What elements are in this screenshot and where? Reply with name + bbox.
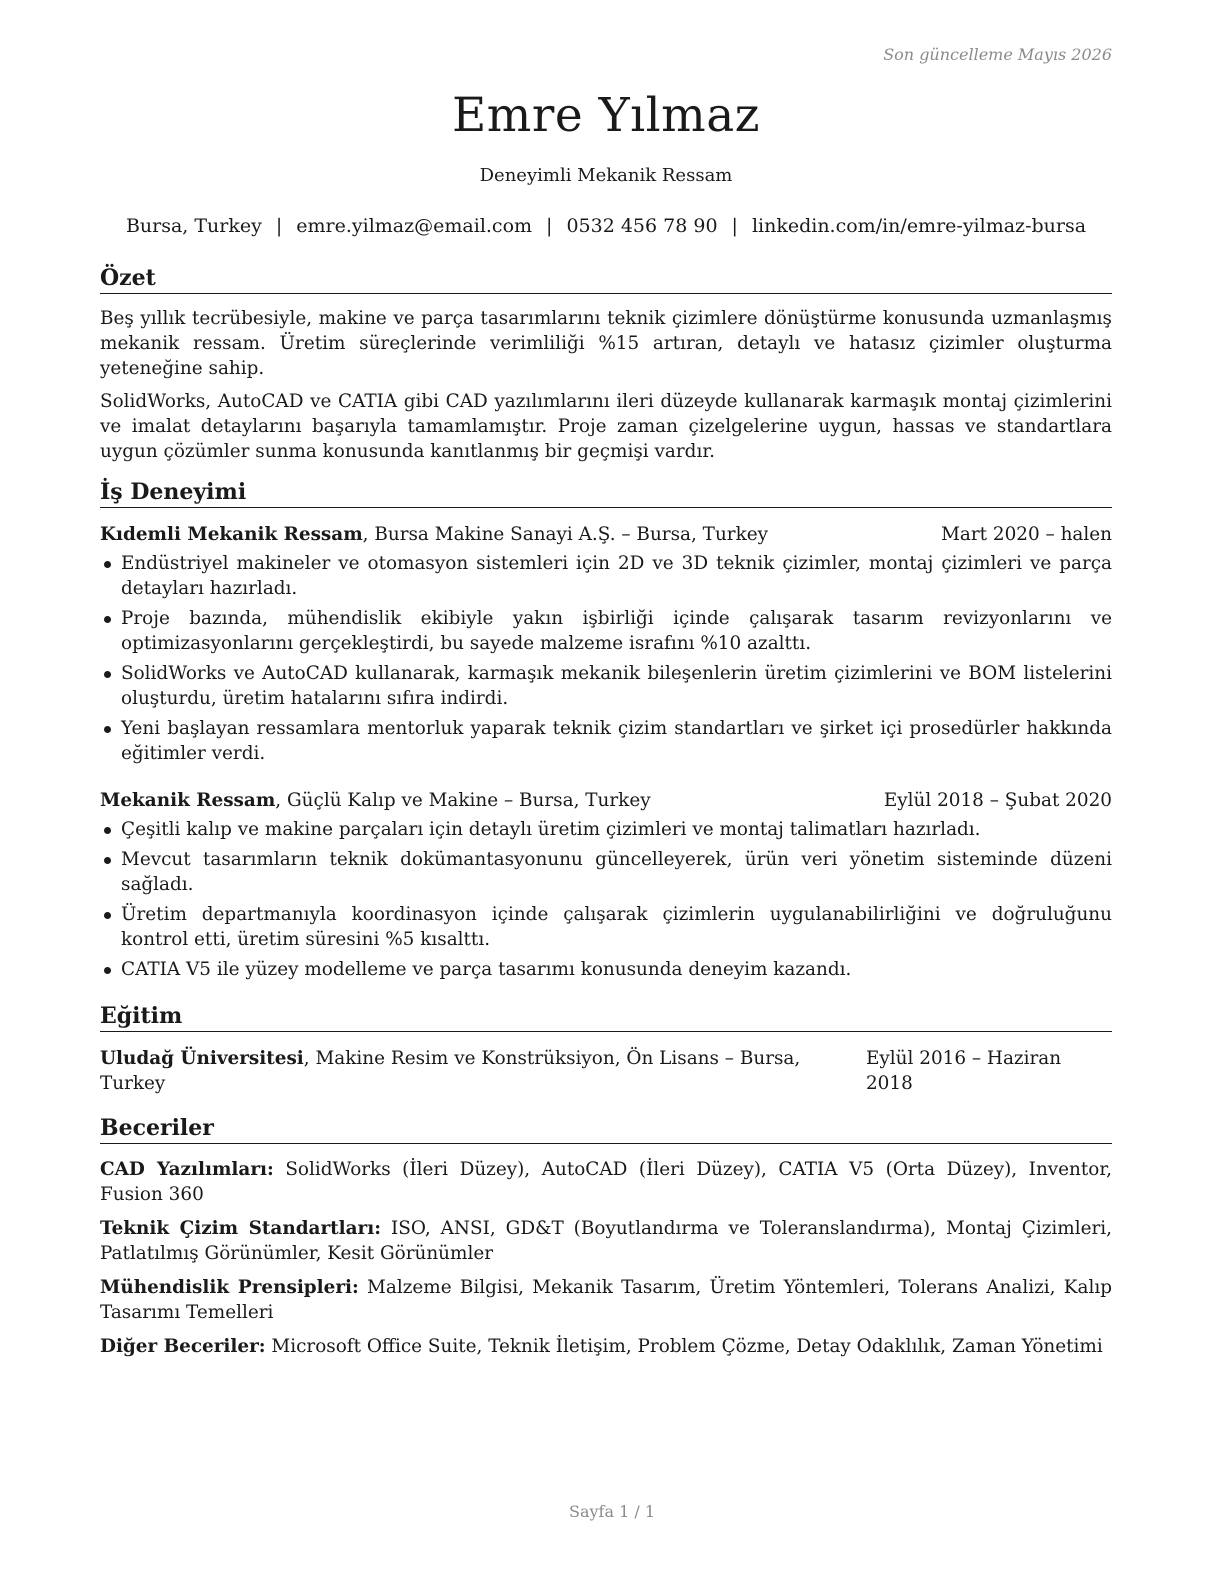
job-bullet: Proje bazında, mühendislik ekibiyle yakın işbirliği içinde çalışarak tasarım revizyonlarını ve optimizasyonlarını gerçekleştirdi, bu sayede malzeme israfını %10 azalttı. (100, 606, 1112, 656)
skill-group (100, 1216, 1112, 1266)
education-entry (100, 1046, 1112, 1096)
skill-label: CAD Yazılımları: (100, 1159, 274, 1180)
summary-paragraph: SolidWorks, AutoCAD ve CATIA gibi CAD yazılımlarını ileri düzeyde kullanarak karmaşık montaj çizimlerini ve imalat detaylarını başarıyla tamamlamıştır. Proje zaman çizelgelerine uygun, hassas ve standartlara uygun çözümler sunma konusunda kanıtlanmış bir geçmişi vardır. (100, 391, 1112, 462)
summary-section (100, 264, 1112, 464)
job-company: , Bursa Makine Sanayi A.Ş. – Bursa, Turkey (362, 524, 768, 545)
contact-separator: | (731, 215, 738, 237)
job-bullet: Çeşitli kalıp ve makine parçaları için detaylı üretim çizimleri ve montaj talimatları hazırladı. (100, 817, 1112, 842)
job-bullet: Yeni başlayan ressamlara mentorluk yaparak teknik çizim standartları ve şirket içi prosedürler hakkında eğitimler verdi. (100, 716, 1112, 766)
skill-label: Diğer Beceriler: (100, 1336, 266, 1357)
contact-linkedin[interactable]: linkedin.com/in/emre-yilmaz-bursa (751, 215, 1087, 237)
job-header (100, 788, 1112, 813)
job-company: , Güçlü Kalıp ve Makine – Bursa, Turkey (275, 790, 651, 811)
job-header (100, 522, 1112, 547)
skill-group (100, 1275, 1112, 1325)
skill-value: Malzeme Bilgisi, Mekanik Tasarım, Üretim Yöntemleri, Tolerans Analizi, Kalıp Tasarımı Temelleri (100, 1277, 1113, 1323)
page-number-footer: Sayfa 1 / 1 (568, 1502, 655, 1521)
contact-line (100, 214, 1112, 238)
contact-email[interactable]: emre.yilmaz@email.com (296, 215, 533, 237)
last-updated-note: Son güncelleme Mayıs 2026 (883, 45, 1112, 64)
education-school-details (100, 1046, 866, 1096)
skill-value: ISO, ANSI, GD&T (Boyutlandırma ve Toleranslandırma), Montaj Çizimleri, Patlatılmış Görünümler, Kesit Görünümler (100, 1218, 1112, 1264)
job-dates: Mart 2020 – halen (941, 524, 1112, 545)
contact-phone: 0532 456 78 90 (566, 215, 718, 237)
job-dates: Eylül 2018 – Şubat 2020 (883, 790, 1112, 811)
education-dates: Eylül 2016 – Haziran 2018 (865, 1048, 1062, 1094)
skill-value: Microsoft Office Suite, Teknik İletişim, Problem Çözme, Detay Odaklılık, Zaman Yönetimi (265, 1336, 1103, 1357)
education-heading: Eğitim (100, 1002, 1112, 1032)
contact-separator: | (546, 215, 553, 237)
job-bullet-list (100, 551, 1112, 766)
job-title-company (100, 788, 651, 813)
job-bullet: Endüstriyel makineler ve otomasyon sistemleri için 2D ve 3D teknik çizimler, montaj çizimleri ve parça detayları hazırladı. (100, 551, 1112, 601)
experience-section (100, 478, 1112, 982)
skill-group (100, 1157, 1112, 1207)
education-details: , Makine Resim ve Konstrüksiyon, Ön Lisans – Bursa, Turkey (100, 1048, 801, 1094)
skills-section (100, 1114, 1112, 1359)
job-bullet: Mevcut tasarımların teknik dokümantasyonunu güncelleyerek, ürün veri yönetim sisteminde düzeni sağladı. (100, 847, 1112, 897)
job-bullet: SolidWorks ve AutoCAD kullanarak, karmaşık mekanik bileşenlerin üretim çizimlerini ve BOM listelerini oluşturdu, üretim hatalarını sıfıra indirdi. (100, 661, 1112, 711)
candidate-title: Deneyimli Mekanik Ressam (479, 165, 733, 186)
job-title-company (100, 522, 768, 547)
education-section (100, 1002, 1112, 1096)
education-school: Uludağ Üniversitesi (100, 1048, 304, 1069)
skill-value: SolidWorks (İleri Düzey), AutoCAD (İleri Düzey), CATIA V5 (Orta Düzey), Inventor, Fusion 360 (100, 1159, 1112, 1205)
candidate-name: Emre Yılmaz (451, 88, 761, 143)
contact-separator: | (275, 215, 283, 237)
experience-heading: İş Deneyimi (100, 478, 1112, 508)
job-bullet: Üretim departmanıyla koordinasyon içinde çalışarak çizimlerin uygulanabilirliğini ve doğruluğunu kontrol etti, üretim süresini %5 kısalttı. (100, 902, 1112, 952)
skills-heading: Beceriler (100, 1114, 1112, 1144)
job-role: Mekanik Ressam (100, 790, 276, 811)
job-bullet-list (100, 817, 1112, 982)
job-role: Kıdemli Mekanik Ressam (100, 524, 363, 545)
summary-paragraph: Beş yıllık tecrübesiyle, makine ve parça tasarımlarını teknik çizimlere dönüştürme konusunda uzmanlaşmış mekanik ressam. Üretim süreçlerinde verimliliği %15 artıran, detaylı ve hatasız çizimler oluşturma yeteneğine sahip. (100, 308, 1112, 379)
skill-label: Mühendislik Prensipleri: (100, 1277, 359, 1298)
summary-heading: Özet (100, 264, 1112, 294)
job-bullet: CATIA V5 ile yüzey modelleme ve parça tasarımı konusunda deneyim kazandı. (100, 957, 1112, 982)
skill-group (100, 1334, 1112, 1359)
contact-location: Bursa, Turkey (125, 215, 262, 237)
skill-label: Teknik Çizim Standartları: (100, 1218, 382, 1239)
